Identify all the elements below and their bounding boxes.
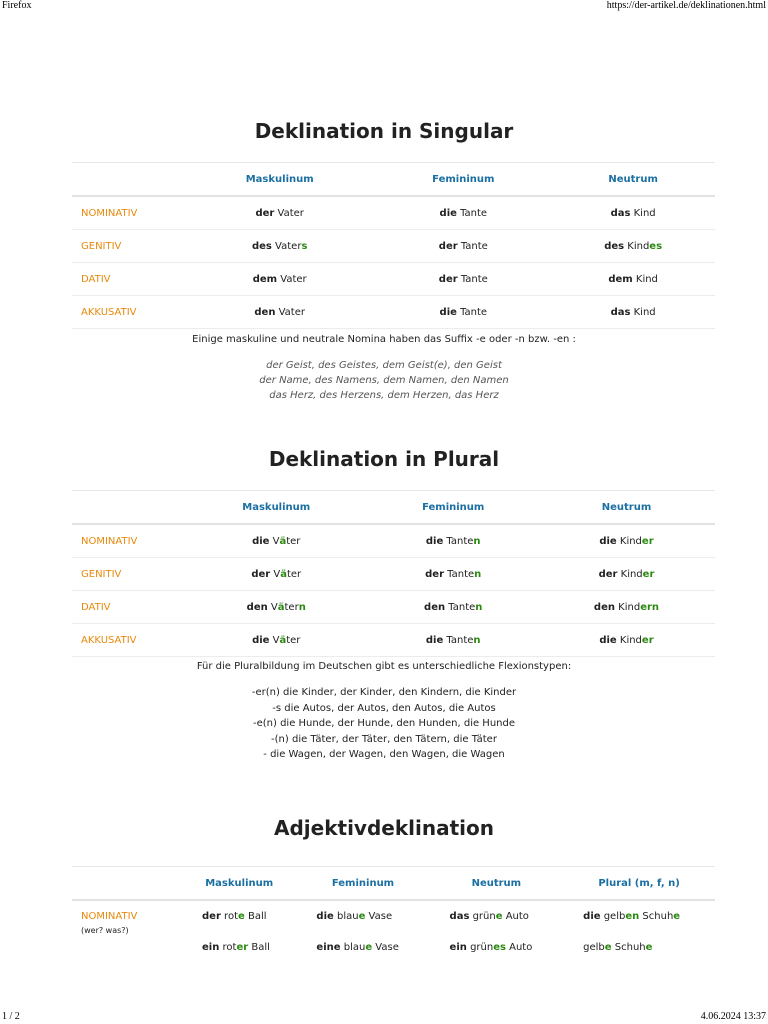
table-cell: der Tante [375, 263, 551, 296]
example-line: der Name, des Namens, dem Namen, den Namen [259, 375, 509, 386]
table-cell: der Kinder [538, 558, 715, 591]
table-cell: ein roter Ball [202, 942, 270, 953]
table-row [72, 524, 715, 558]
table-cell: die Kinder [538, 624, 715, 657]
table-cell: den Tanten [368, 591, 538, 624]
table-cell: dem Kind [551, 263, 715, 296]
table-header-row [72, 867, 715, 901]
singular-table [72, 162, 715, 329]
column-header: Femininum [368, 491, 538, 525]
column-header: Maskulinum [184, 163, 375, 197]
table-row [72, 558, 715, 591]
plural-type-line: -e(n) die Hunde, der Hunde, den Hunden, die Hunde [253, 718, 515, 729]
table-cell: der Vater [184, 196, 375, 230]
table-row [72, 296, 715, 329]
case-label: NOMINATIV [72, 524, 184, 558]
table-cell: das Kind [551, 296, 715, 329]
table-cell: die Väter [184, 524, 368, 558]
plural-types [0, 685, 768, 763]
plural-table [72, 490, 715, 657]
table-cell: dem Vater [184, 263, 375, 296]
page-url: https://der-artikel.de/deklinationen.html [606, 0, 766, 11]
table-cell: den Vater [184, 296, 375, 329]
table-cell: die Tante [375, 196, 551, 230]
table-cell: das grüne Auto [449, 911, 529, 922]
singular-examples [0, 358, 768, 403]
adjektiv-table [72, 866, 715, 963]
table-row [72, 263, 715, 296]
table-cell: des Kindes [551, 230, 715, 263]
table-row [72, 230, 715, 263]
plural-type-line: - die Wagen, der Wagen, den Wagen, die Wagen [263, 749, 505, 760]
table-cell: den Vätern [184, 591, 368, 624]
table-cell: die Tante [375, 296, 551, 329]
column-header: Femininum [296, 867, 429, 901]
case-label: DATIV [72, 591, 184, 624]
table-cell: des Vaters [184, 230, 375, 263]
table-cell: der rote Ball [202, 911, 267, 922]
column-header: Plural (m, f, n) [563, 867, 715, 901]
plural-type-line: -(n) die Täter, der Täter, den Tätern, die Täter [271, 733, 497, 745]
table-cell: das Kind [551, 196, 715, 230]
case-label: DATIV [72, 263, 184, 296]
plural-title: Deklination in Plural [268, 447, 500, 471]
example-line: das Herz, des Herzens, dem Herzen, das Herz [269, 390, 499, 401]
print-datetime: 4.06.2024 13:37 [700, 1011, 766, 1022]
table-cell: gelbe Schuhe [583, 942, 653, 953]
table-cell: die Kinder [538, 524, 715, 558]
column-header: Neutrum [551, 163, 715, 197]
browser-print-header [0, 0, 768, 14]
table-row [72, 196, 715, 230]
table-row [72, 591, 715, 624]
case-label: GENITIV [72, 230, 184, 263]
singular-title: Deklination in Singular [254, 119, 514, 143]
case-name: NOMINATIV [81, 911, 138, 922]
table-cell: der Väter [184, 558, 368, 591]
table-cell: die Tanten [368, 624, 538, 657]
table-header-row [72, 163, 715, 197]
browser-print-footer [0, 1010, 768, 1024]
column-header: Neutrum [538, 491, 715, 525]
column-header: Neutrum [430, 867, 564, 901]
column-header: Femininum [375, 163, 551, 197]
page-number: 1 / 2 [2, 1011, 20, 1022]
table-cell: die blaue Vase [316, 911, 393, 922]
table-cell: den Kindern [538, 591, 715, 624]
table-header-row [72, 491, 715, 525]
case-question: (wer? was?) [81, 926, 129, 935]
case-label: NOMINATIV [72, 196, 184, 230]
table-cell: die Tanten [368, 524, 538, 558]
case-label [72, 900, 182, 963]
plural-note: Für die Pluralbildung im Deutschen gibt es unterschiedliche Flexionstypen: [196, 661, 572, 672]
table-row [72, 624, 715, 657]
column-header: Maskulinum [184, 491, 368, 525]
case-label: GENITIV [72, 558, 184, 591]
plural-type-line: -er(n) die Kinder, der Kinder, den Kindern, die Kinder [251, 687, 517, 698]
table-cell: ein grünes Auto [449, 942, 533, 953]
table-cell: der Tante [375, 230, 551, 263]
singular-note: Einige maskuline und neutrale Nomina haben das Suffix -e oder -n bzw. -en : [192, 334, 576, 345]
table-cell: der Tanten [368, 558, 538, 591]
case-label: AKKUSATIV [72, 296, 184, 329]
plural-type-line: -s die Autos, der Autos, den Autos, die Autos [272, 702, 496, 714]
table-cell: die Väter [184, 624, 368, 657]
adjektiv-title: Adjektivdeklination [274, 816, 494, 840]
table-row [72, 900, 715, 932]
example-line: der Geist, des Geistes, dem Geist(e), den Geist [266, 360, 502, 371]
table-cell: eine blaue Vase [316, 942, 399, 953]
case-label: AKKUSATIV [72, 624, 184, 657]
app-name: Firefox [2, 0, 32, 11]
column-header: Maskulinum [182, 867, 296, 901]
table-cell: die gelben Schuhe [583, 911, 681, 922]
